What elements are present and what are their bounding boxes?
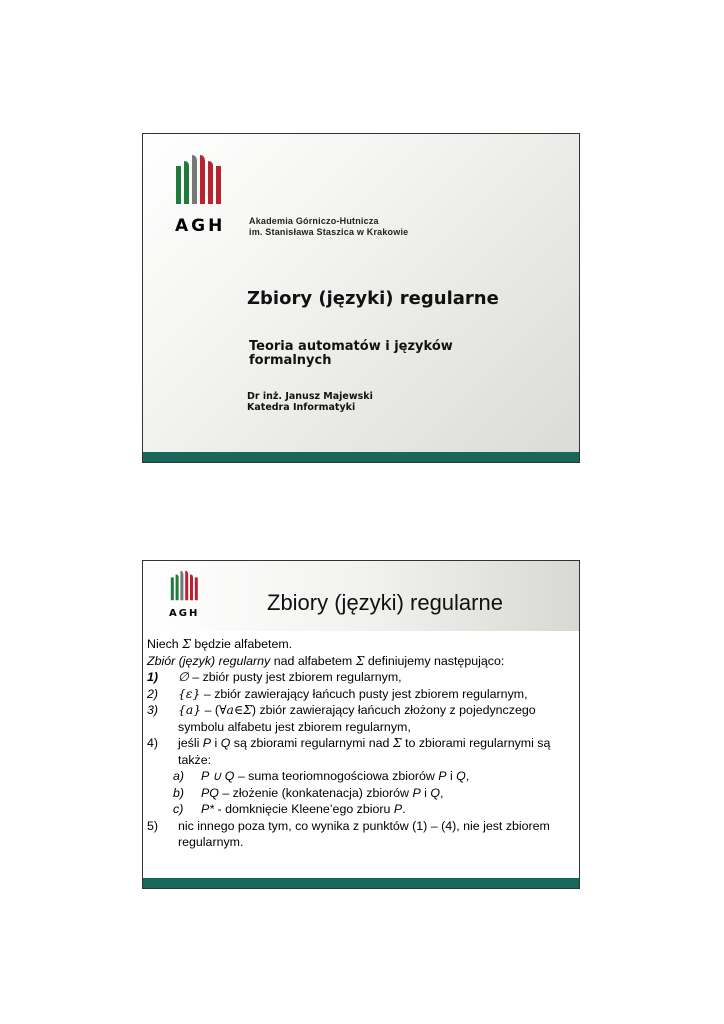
- list-item: 4) jeśli P i Q są zbiorami regularnymi nad Σ to zbiorami regularnymi są także:: [147, 735, 551, 767]
- agh-emblem-icon: [173, 152, 223, 212]
- academy-line-1: Akademia Górniczo-Hutnicza: [249, 216, 379, 226]
- slide-subtitle: Teoria automatów i języków formalnych: [249, 339, 453, 368]
- slide-title: Zbiory (języki) regularne: [267, 590, 503, 615]
- agh-logo: [169, 567, 199, 619]
- slide-body: [147, 636, 575, 851]
- sub-item: b) PQ – złożenie (konkatenacja) zbiorów P i Q,: [173, 785, 444, 800]
- agh-emblem-icon: [169, 567, 199, 607]
- bottom-bar: [143, 452, 579, 462]
- agh-logo: [173, 152, 225, 236]
- sub-item: c) P* - domknięcie Kleene’ego zbioru P.: [173, 802, 406, 816]
- slide-title: Zbiory (języki) regularne: [247, 288, 499, 309]
- academy-line-2: im. Stanisława Staszica w Krakowie: [249, 227, 409, 237]
- academy-name: [249, 216, 408, 238]
- list-item: 2) {ε} – zbiór zawierający łańcuch pusty jest zbiorem regularnym,: [147, 685, 528, 701]
- sigma-symbol: Σ: [182, 636, 191, 651]
- list-item: 5) nic innego poza tym, co wynika z punktów (1) – (4), nie jest zbiorem regularnym.: [147, 818, 550, 849]
- slide-header: [143, 561, 579, 631]
- author-block: [247, 391, 373, 413]
- sigma-symbol: Σ: [355, 652, 365, 668]
- intro-line-1: Niech Σ będzie alfabetem.: [147, 636, 293, 651]
- department-name: Katedra Informatyki: [247, 402, 356, 413]
- list-item: 3) {a} – (∀a∈Σ) zbiór zawierający łańcuch złożony z pojedynczego symbolu alfabetu jest zbiorem regularnym,: [147, 702, 536, 734]
- agh-logo-text: AGH: [175, 216, 226, 236]
- intro-line-2: Zbiór (język) regularny nad alfabetem Σ definiujemy następująco:: [147, 652, 505, 668]
- sub-item: a) P ∪ Q – suma teoriomnogościowa zbiorów P i Q,: [173, 769, 470, 783]
- bottom-bar: [143, 878, 579, 888]
- empty-set-symbol: ∅: [178, 669, 189, 684]
- defined-term: Zbiór (język) regularny: [147, 653, 271, 668]
- author-name: Dr inż. Janusz Majewski: [247, 391, 373, 402]
- list-item: 1) ∅ – zbiór pusty jest zbiorem regularnym,: [147, 669, 402, 684]
- content-slide: [142, 560, 580, 889]
- title-slide: [142, 133, 580, 463]
- agh-logo-text: AGH: [169, 608, 200, 619]
